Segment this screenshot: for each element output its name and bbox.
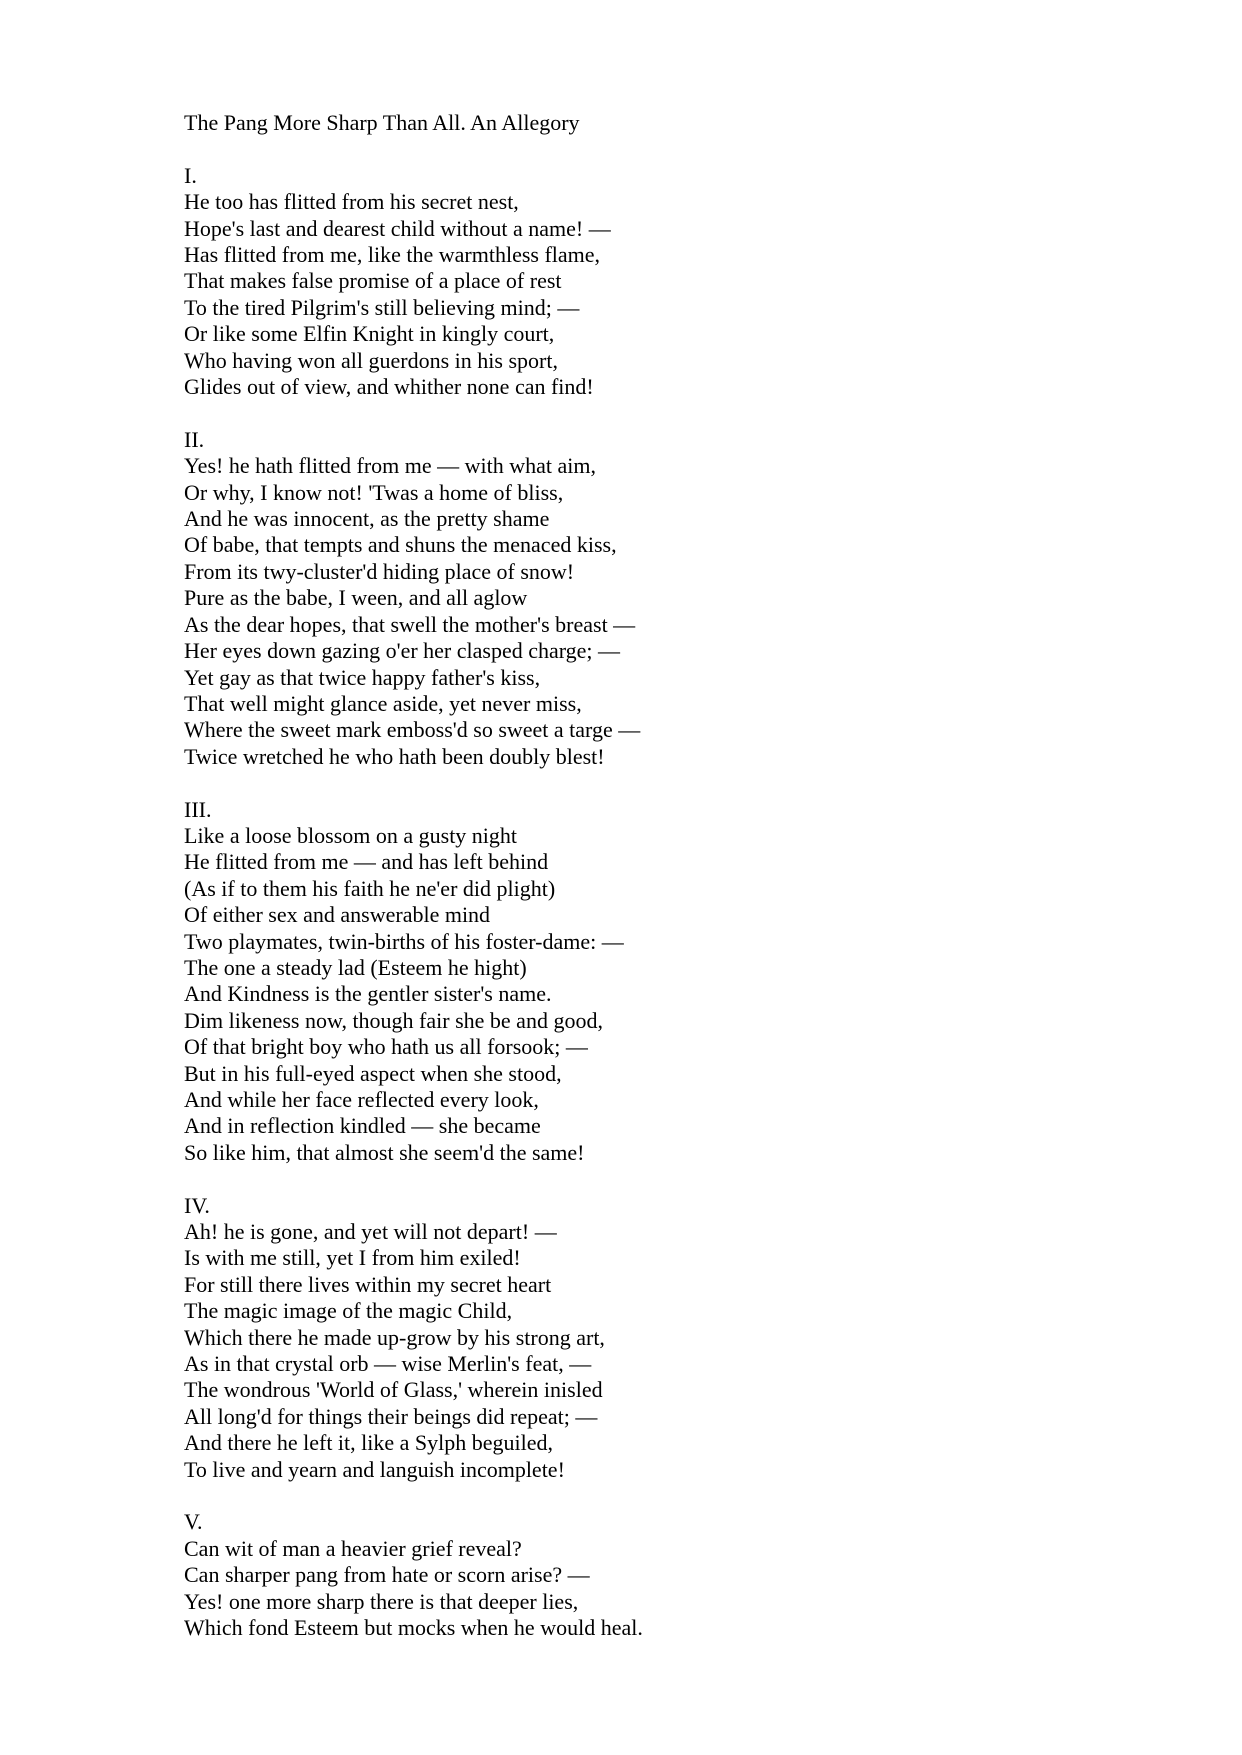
stanza-1 [184, 163, 1184, 401]
poem-line: He flitted from me — and has left behind [184, 849, 549, 875]
poem-line: And in reflection kindled — she became [184, 1113, 541, 1139]
poem-line: (As if to them his faith he ne'er did plight) [184, 875, 556, 901]
poem-line: As the dear hopes, that swell the mother's breast — [184, 611, 636, 637]
stanza-numeral: III. [184, 796, 212, 822]
poem-line: Twice wretched he who hath been doubly blest! [184, 743, 605, 769]
poem-line: And Kindness is the gentler sister's name. [184, 981, 552, 1007]
poem-line: From its twy-cluster'd hiding place of snow! [184, 558, 575, 584]
poem-line: Has flitted from me, like the warmthless flame, [184, 242, 601, 268]
poem-line: Where the sweet mark emboss'd so sweet a targe — [184, 717, 641, 743]
poem-line: Of that bright boy who hath us all forsook; — [184, 1034, 588, 1060]
poem-line: Glides out of view, and whither none can find! [184, 374, 594, 400]
stanza-list [184, 163, 1184, 1642]
poem-line: Hope's last and dearest child without a name! — [184, 215, 611, 241]
poem-line: Is with me still, yet I from him exiled! [184, 1245, 521, 1271]
poem-line: Yes! he hath flitted from me — with what aim, [184, 453, 597, 479]
poem-line: And while her face reflected every look, [184, 1086, 539, 1112]
poem-line: Or why, I know not! 'Twas a home of bliss, [184, 479, 564, 505]
poem-line: Which fond Esteem but mocks when he would heal. [184, 1615, 643, 1641]
poem-line: The wondrous 'World of Glass,' wherein inisled [184, 1377, 603, 1403]
poem-line: And there he left it, like a Sylph beguiled, [184, 1430, 554, 1456]
poem-line: As in that crystal orb — wise Merlin's feat, — [184, 1351, 592, 1377]
poem-title: The Pang More Sharp Than All. An Allegory [184, 110, 580, 135]
poem-line: Or like some Elfin Knight in kingly court, [184, 321, 555, 347]
poem-line: Of babe, that tempts and shuns the menaced kiss, [184, 532, 617, 558]
poem-line: The magic image of the magic Child, [184, 1298, 513, 1324]
stanza-numeral: II. [184, 426, 205, 452]
poem-line: And he was innocent, as the pretty shame [184, 506, 550, 532]
poem-line: But in his full-eyed aspect when she stood, [184, 1060, 562, 1086]
poem-line: Pure as the babe, I ween, and all aglow [184, 585, 528, 611]
poem-line: So like him, that almost she seem'd the same! [184, 1139, 585, 1165]
poem-line: Can wit of man a heavier grief reveal? [184, 1535, 522, 1561]
poem-line: Can sharper pang from hate or scorn arise? — [184, 1562, 590, 1588]
poem-line: All long'd for things their beings did repeat; — [184, 1403, 598, 1429]
poem-line: Two playmates, twin-births of his foster-dame: — [184, 928, 624, 954]
stanza-numeral: IV. [184, 1192, 210, 1218]
poem-line: Ah! he is gone, and yet will not depart! — [184, 1219, 557, 1244]
poem-line: Yet gay as that twice happy father's kiss, [184, 664, 541, 690]
stanza-2 [184, 427, 1184, 770]
poem-line: Her eyes down gazing o'er her clasped charge; — [184, 638, 621, 664]
poem-line: Dim likeness now, though fair she be and good, [184, 1007, 603, 1033]
stanza-3 [184, 797, 1184, 1167]
poem-line: The one a steady lad (Esteem he hight) [184, 954, 527, 980]
poem-line: To live and yearn and languish incomplete! [184, 1456, 565, 1482]
stanza-4 [184, 1193, 1184, 1483]
stanza-numeral: I. [184, 162, 197, 188]
poem-line: For still there lives within my secret heart [184, 1271, 552, 1297]
poem-line: He too has flitted from his secret nest, [184, 189, 519, 215]
poem-body [184, 110, 1184, 1668]
poem-line: To the tired Pilgrim's still believing mind; — [184, 294, 580, 320]
poem-line: That well might glance aside, yet never miss, [184, 690, 582, 716]
poem-line: Like a loose blossom on a gusty night [184, 822, 518, 848]
stanza-numeral: V. [184, 1509, 203, 1535]
poem-line: Of either sex and answerable mind [184, 902, 491, 928]
poem-line: Who having won all guerdons in his sport, [184, 347, 558, 373]
stanza-5 [184, 1509, 1184, 1641]
poem-line: That makes false promise of a place of rest [184, 268, 562, 294]
poem-line: Yes! one more sharp there is that deeper lies, [184, 1588, 579, 1614]
poem-line: Which there he made up-grow by his strong art, [184, 1324, 605, 1350]
